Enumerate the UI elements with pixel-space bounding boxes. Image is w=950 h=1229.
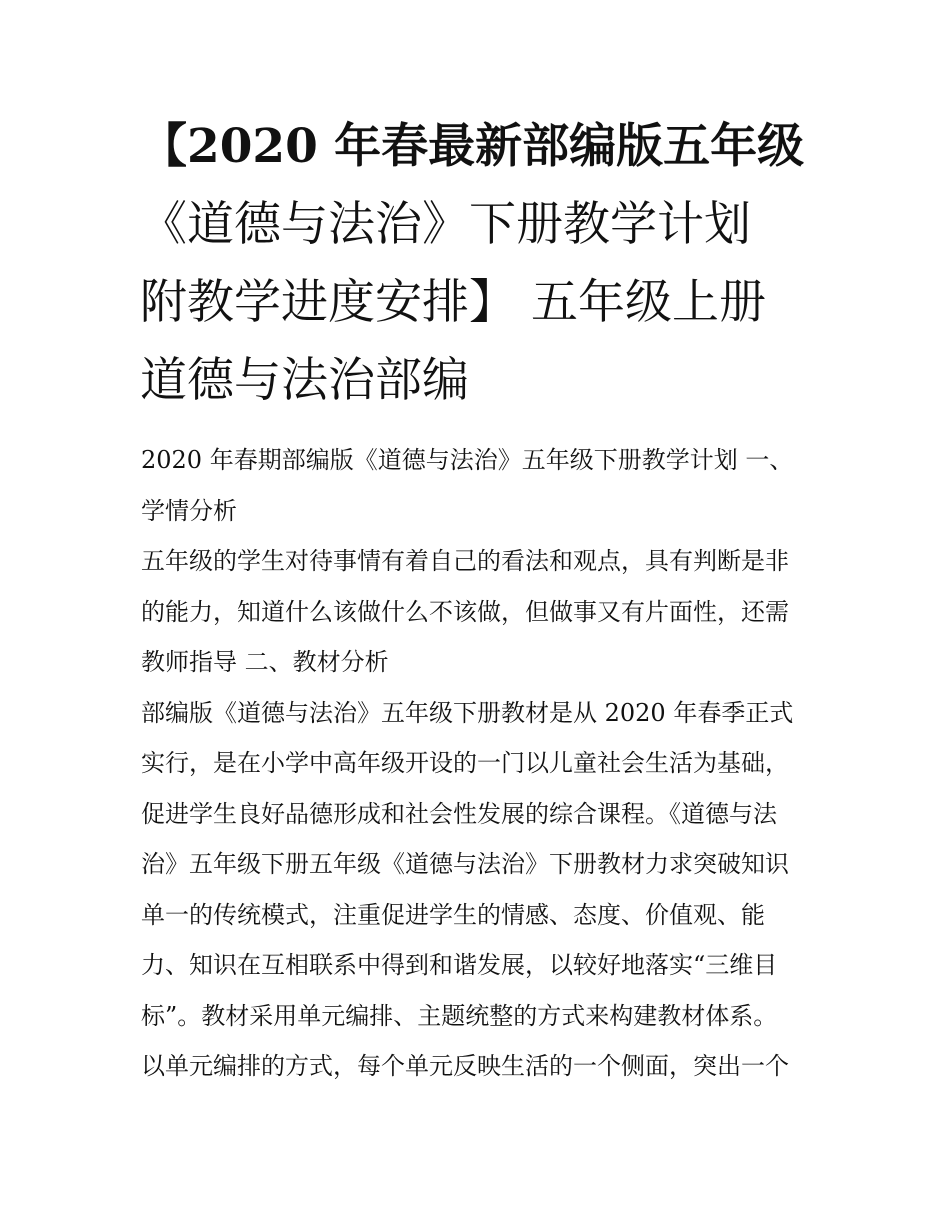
body-line: 学情分析 [141, 496, 237, 525]
title-line: 附教学进度安排】 五年级上册 [140, 275, 766, 330]
body-line: 力、知识在互相联系中得到和谐发展，以较好地落实“三维目 [141, 951, 778, 979]
body-line: 实行，是在小学中高年级开设的一门以儿童社会生活为基础， [141, 749, 789, 777]
title-line: 道德与法治部编 [140, 353, 469, 408]
body-line: 的能力，知道什么该做什么不该做，但做事又有片面性，还需 [141, 597, 789, 626]
body-line: 以单元编排的方式，每个单元反映生活的一个侧面，突出一个 [141, 1052, 789, 1080]
body-line: 促进学生良好品德形成和社会性发展的综合课程。《道德与法 [141, 799, 777, 828]
title-line: 《道德与法治》下册教学计划 [140, 197, 751, 252]
body-line: 五年级的学生对待事情有着自己的看法和观点，具有判断是非 [141, 547, 789, 575]
document-title [140, 108, 810, 420]
body-line: 治》五年级下册五年级《道德与法治》下册教材力求突破知识 [141, 850, 789, 878]
body-line: 标”。教材采用单元编排、主题统整的方式来构建教材体系。 [141, 1001, 778, 1030]
body-line: 教师指导 二、教材分析 [141, 648, 389, 676]
document-body [141, 435, 821, 1092]
body-line: 部编版《道德与法治》五年级下册教材是从 2020 年春季正式 [141, 698, 794, 727]
body-line: 2020 年春期部编版《道德与法治》五年级下册教学计划 一、 [141, 446, 794, 474]
title-line: 【2020 年春最新部编版五年级 [140, 119, 805, 174]
body-line: 单一的传统模式，注重促进学生的情感、态度、价值观、能 [141, 900, 765, 929]
